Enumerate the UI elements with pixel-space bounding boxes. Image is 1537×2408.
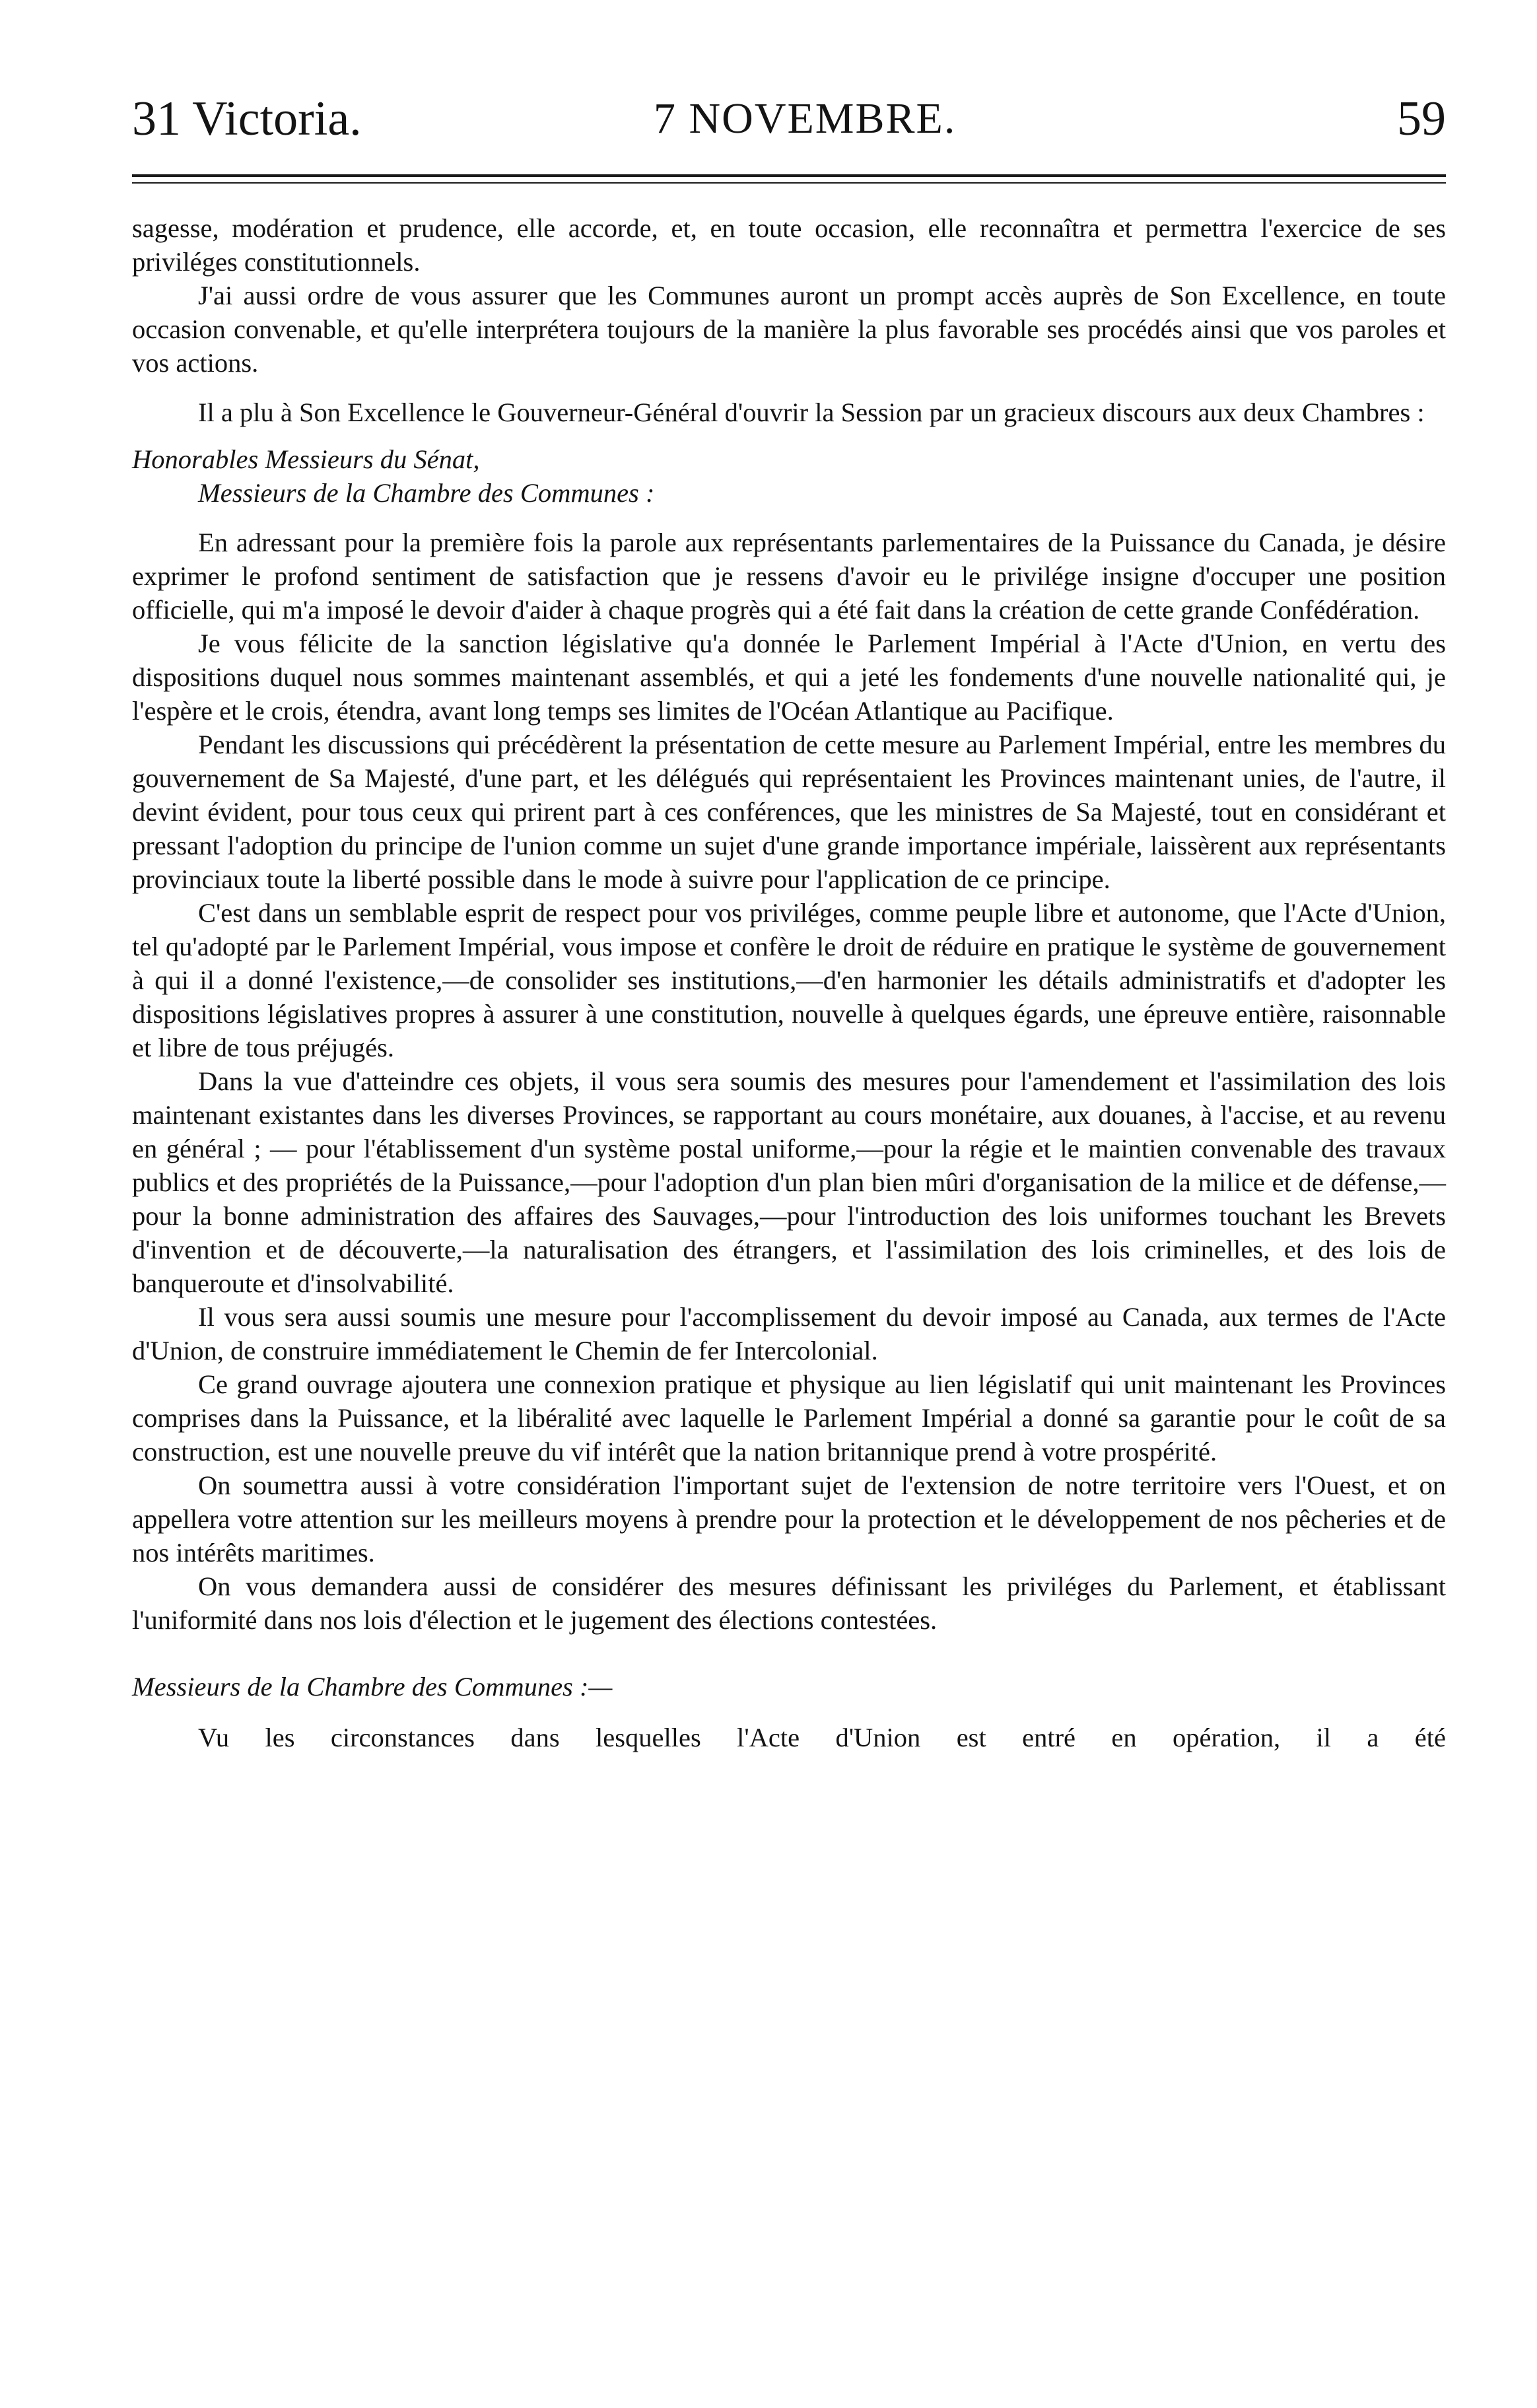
paragraph-continued: sagesse, modération et prudence, elle accorde, et, en toute occasion, elle reconnaîtra et permettra l'exercice de ses priviléges constitutionnels.	[132, 213, 1446, 277]
salutation-senate: Honorables Messieurs du Sénat,	[132, 444, 480, 474]
paragraph: On soumettra aussi à votre considération l'important sujet de l'extension de notre territoire vers l'Ouest, et on appellera votre attention sur les meilleurs moyens à prendre pour la protection et le développement de nos pêcheries et de nos intérêts maritimes.	[132, 1470, 1446, 1567]
paragraph: Pendant les discussions qui précédèrent la présentation de cette mesure au Parlement Impérial, entre les membres du gouvernement de Sa Majesté, d'une part, et les délégués qui représentaient les Provinces maintenant unies, de l'autre, il devint évident, pour tous ceux qui prirent part à ces conférences, que les ministres de Sa Majesté, tout en considérant et pressant l'adoption du principe de l'union comme un sujet d'une grande importance impériale, laissèrent aux représentants provinciaux toute la liberté possible dans le mode à suivre pour l'application de ce principe.	[132, 730, 1446, 894]
page-body	[132, 211, 1446, 1754]
running-head-date: 7 NOVEMBRE.	[654, 94, 957, 143]
paragraph: Il vous sera aussi soumis une mesure pour l'accomplissement du devoir imposé au Canada, aux termes de l'Acte d'Union, de construire immédiatement le Chemin de fer Intercolonial.	[132, 1302, 1446, 1365]
paragraph: Dans la vue d'atteindre ces objets, il vous sera soumis des mesures pour l'amendement et l'assimilation des lois maintenant existantes dans les diverses Provinces, se rapportant au cours monétaire, aux douanes, à l'accise, et au revenu en général ; — pour l'établissement d'un système postal uniforme,—pour la régie et le maintien convenable des travaux publics et des propriétés de la Puissance,—pour l'adoption d'un plan bien mûri d'organisation de la milice et de défense,—pour la bonne administration des affaires des Sauvages,—pour l'introduction des lois uniformes touchant les Brevets d'invention et de découverte,—la naturalisation des étrangers, et l'assimilation des lois criminelles, et des lois de banqueroute et d'insolvabilité.	[132, 1066, 1446, 1298]
paragraph-continues-next-page: Vu les circonstances dans lesquelles l'Acte d'Union est entré en opération, il a été	[198, 1723, 1446, 1752]
salutation-commons: Messieurs de la Chambre des Communes :	[198, 478, 655, 508]
running-head-regnal-year: 31 Victoria.	[132, 92, 362, 146]
salutation-commons-closing: Messieurs de la Chambre des Communes :—	[132, 1672, 613, 1702]
header-rule-thin	[132, 182, 1446, 184]
paragraph-session-opening: Il a plu à Son Excellence le Gouverneur-Général d'ouvrir la Session par un gracieux discours aux deux Chambres :	[198, 397, 1425, 427]
paragraph: C'est dans un semblable esprit de respect pour vos priviléges, comme peuple libre et autonome, que l'Acte d'Union, tel qu'adopté par le Parlement Impérial, vous impose et confère le droit de réduire en pratique le système de gouvernement à qui il a donné l'existence,—de consolider ses institutions,—d'en harmonier les détails administratifs et d'adopter les dispositions législatives propres à assurer à une constitution, nouvelle à quelques égards, une épreuve entière, raisonnable et libre de tous préjugés.	[132, 898, 1446, 1062]
paragraph: On vous demandera aussi de considérer des mesures définissant les priviléges du Parlement, et établissant l'uniformité dans nos lois d'élection et le jugement des élections contestées.	[132, 1571, 1446, 1635]
header-rule-thick	[132, 174, 1446, 177]
paragraph: En adressant pour la première fois la parole aux représentants parlementaires de la Puissance du Canada, je désire exprimer le profond sentiment de satisfaction que je ressens d'avoir eu le privilége insigne d'occuper une position officielle, qui m'a imposé le devoir d'aider à chaque progrès qui a été fait dans la création de cette grande Confédération.	[132, 528, 1446, 625]
paragraph: J'ai aussi ordre de vous assurer que les Communes auront un prompt accès auprès de Son Excellence, en toute occasion convenable, et qu'elle interprétera toujours de la manière la plus favorable ses procédés ainsi que vos paroles et vos actions.	[132, 281, 1446, 378]
paragraph: Je vous félicite de la sanction législative qu'a donnée le Parlement Impérial à l'Acte d'Union, en vertu des dispositions duquel nous sommes maintenant assemblés, et qui a jeté les fondements d'une nouvelle nationalité qui, je l'espère et le crois, étendra, avant long temps ses limites de l'Océan Atlantique au Pacifique.	[132, 629, 1446, 726]
paragraph: Ce grand ouvrage ajoutera une connexion pratique et physique au lien législatif qui unit maintenant les Provinces comprises dans la Puissance, et la libéralité avec laquelle le Parlement Impérial a donné sa garantie pour le coût de sa construction, est une nouvelle preuve du vif intérêt que la nation britannique prend à votre prospérité.	[132, 1369, 1446, 1466]
page-header	[132, 86, 1446, 158]
page-number: 59	[1397, 92, 1446, 146]
